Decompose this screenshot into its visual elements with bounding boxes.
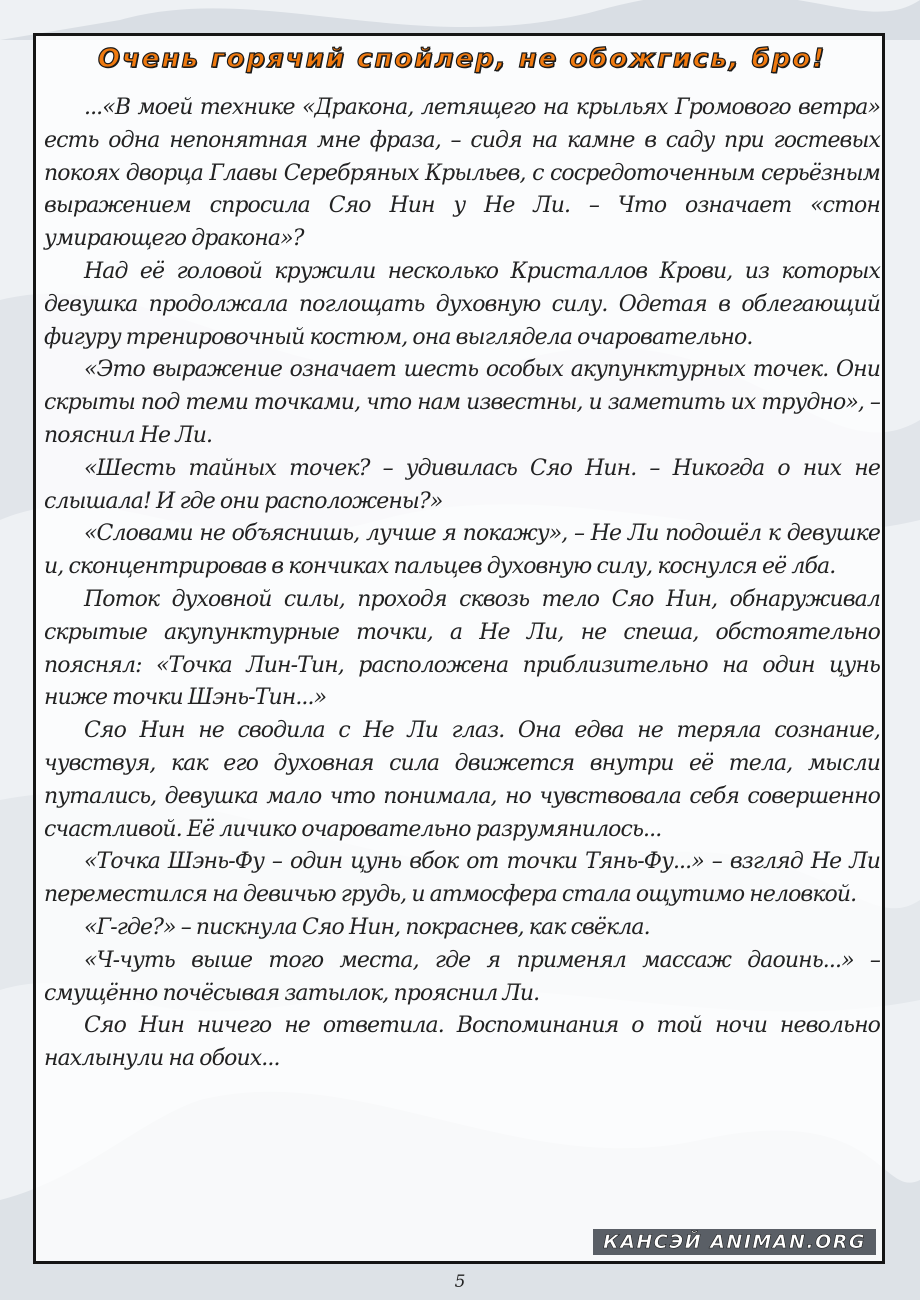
- page-number: 5: [454, 1272, 466, 1292]
- content-frame: [33, 33, 885, 1264]
- paragraph: «Это выражение означает шесть особых акупунктурных точек. Они скрыты под теми точками, что нам известны, и заметить их трудно», – пояснил Не Ли.: [44, 357, 880, 448]
- story-text: [44, 92, 880, 1076]
- paragraph: Сяо Нин не сводила с Не Ли глаз. Она едва не теряла сознание, чувствуя, как его духовная сила движется внутри её тела, мысли путались, девушка мало что понимала, но чувствовала себя совершенно счастливой. Её личико очаровательно разрумянилось...: [44, 718, 880, 842]
- paragraph: Сяо Нин ничего не ответила. Воспоминания о той ночи невольно нахлынули на обоих...: [44, 1013, 880, 1072]
- paragraph: Поток духовной силы, проходя сквозь тело Сяо Нин, обнаруживал скрытые акупунктурные точки, а Не Ли, не спеша, обстоятельно пояснял: «Точка Лин-Тин, расположена приблизительно на один цунь ниже точки Шэнь-Тин...»: [44, 586, 880, 711]
- paragraph: ...«В моей технике «Дракона, летящего на крыльях Громового ветра» есть одна непонятная мне фраза, – сидя на камне в саду при гостевых покоях дворца Главы Серебряных Крыльев, с сосредоточенным серьёзным выражением спросила Сяо Нин у Не Ли. – Что означает «стон умирающего дракона»?: [44, 95, 880, 252]
- paragraph: «Г-где?» – пискнула Сяо Нин, покраснев, как свёкла.: [84, 914, 650, 940]
- paragraph: «Словами не объяснишь, лучше я покажу», – Не Ли подошёл к девушке и, сконцентрировав в кончиках пальцев духовную силу, коснулся её лба.: [44, 521, 880, 580]
- paragraph: «Точка Шэнь-Фу – один цунь вбок от точки Тянь-Фу...» – взгляд Не Ли переместился на девичью грудь, и атмосфера стала ощутимо неловкой.: [44, 849, 880, 908]
- page-title: Очень горячий спойлер, не обожгись, бро!: [97, 44, 827, 74]
- paragraph: Над её головой кружили несколько Кристаллов Крови, из которых девушка продолжала поглощать духовную силу. Одетая в облегающий фигуру тренировочный костюм, она выглядела очаровательно.: [44, 258, 880, 350]
- paragraph: «Ч-чуть выше того места, где я применял массаж даоинь...» – смущённо почёсывая затылок, прояснил Ли.: [44, 947, 880, 1006]
- translator-credit: КАНСЭЙ ANIMAN.ORG: [593, 1229, 876, 1255]
- paragraph: «Шесть тайных точек? – удивилась Сяо Нин. – Никогда о них не слышала! И где они расположены?»: [44, 455, 880, 514]
